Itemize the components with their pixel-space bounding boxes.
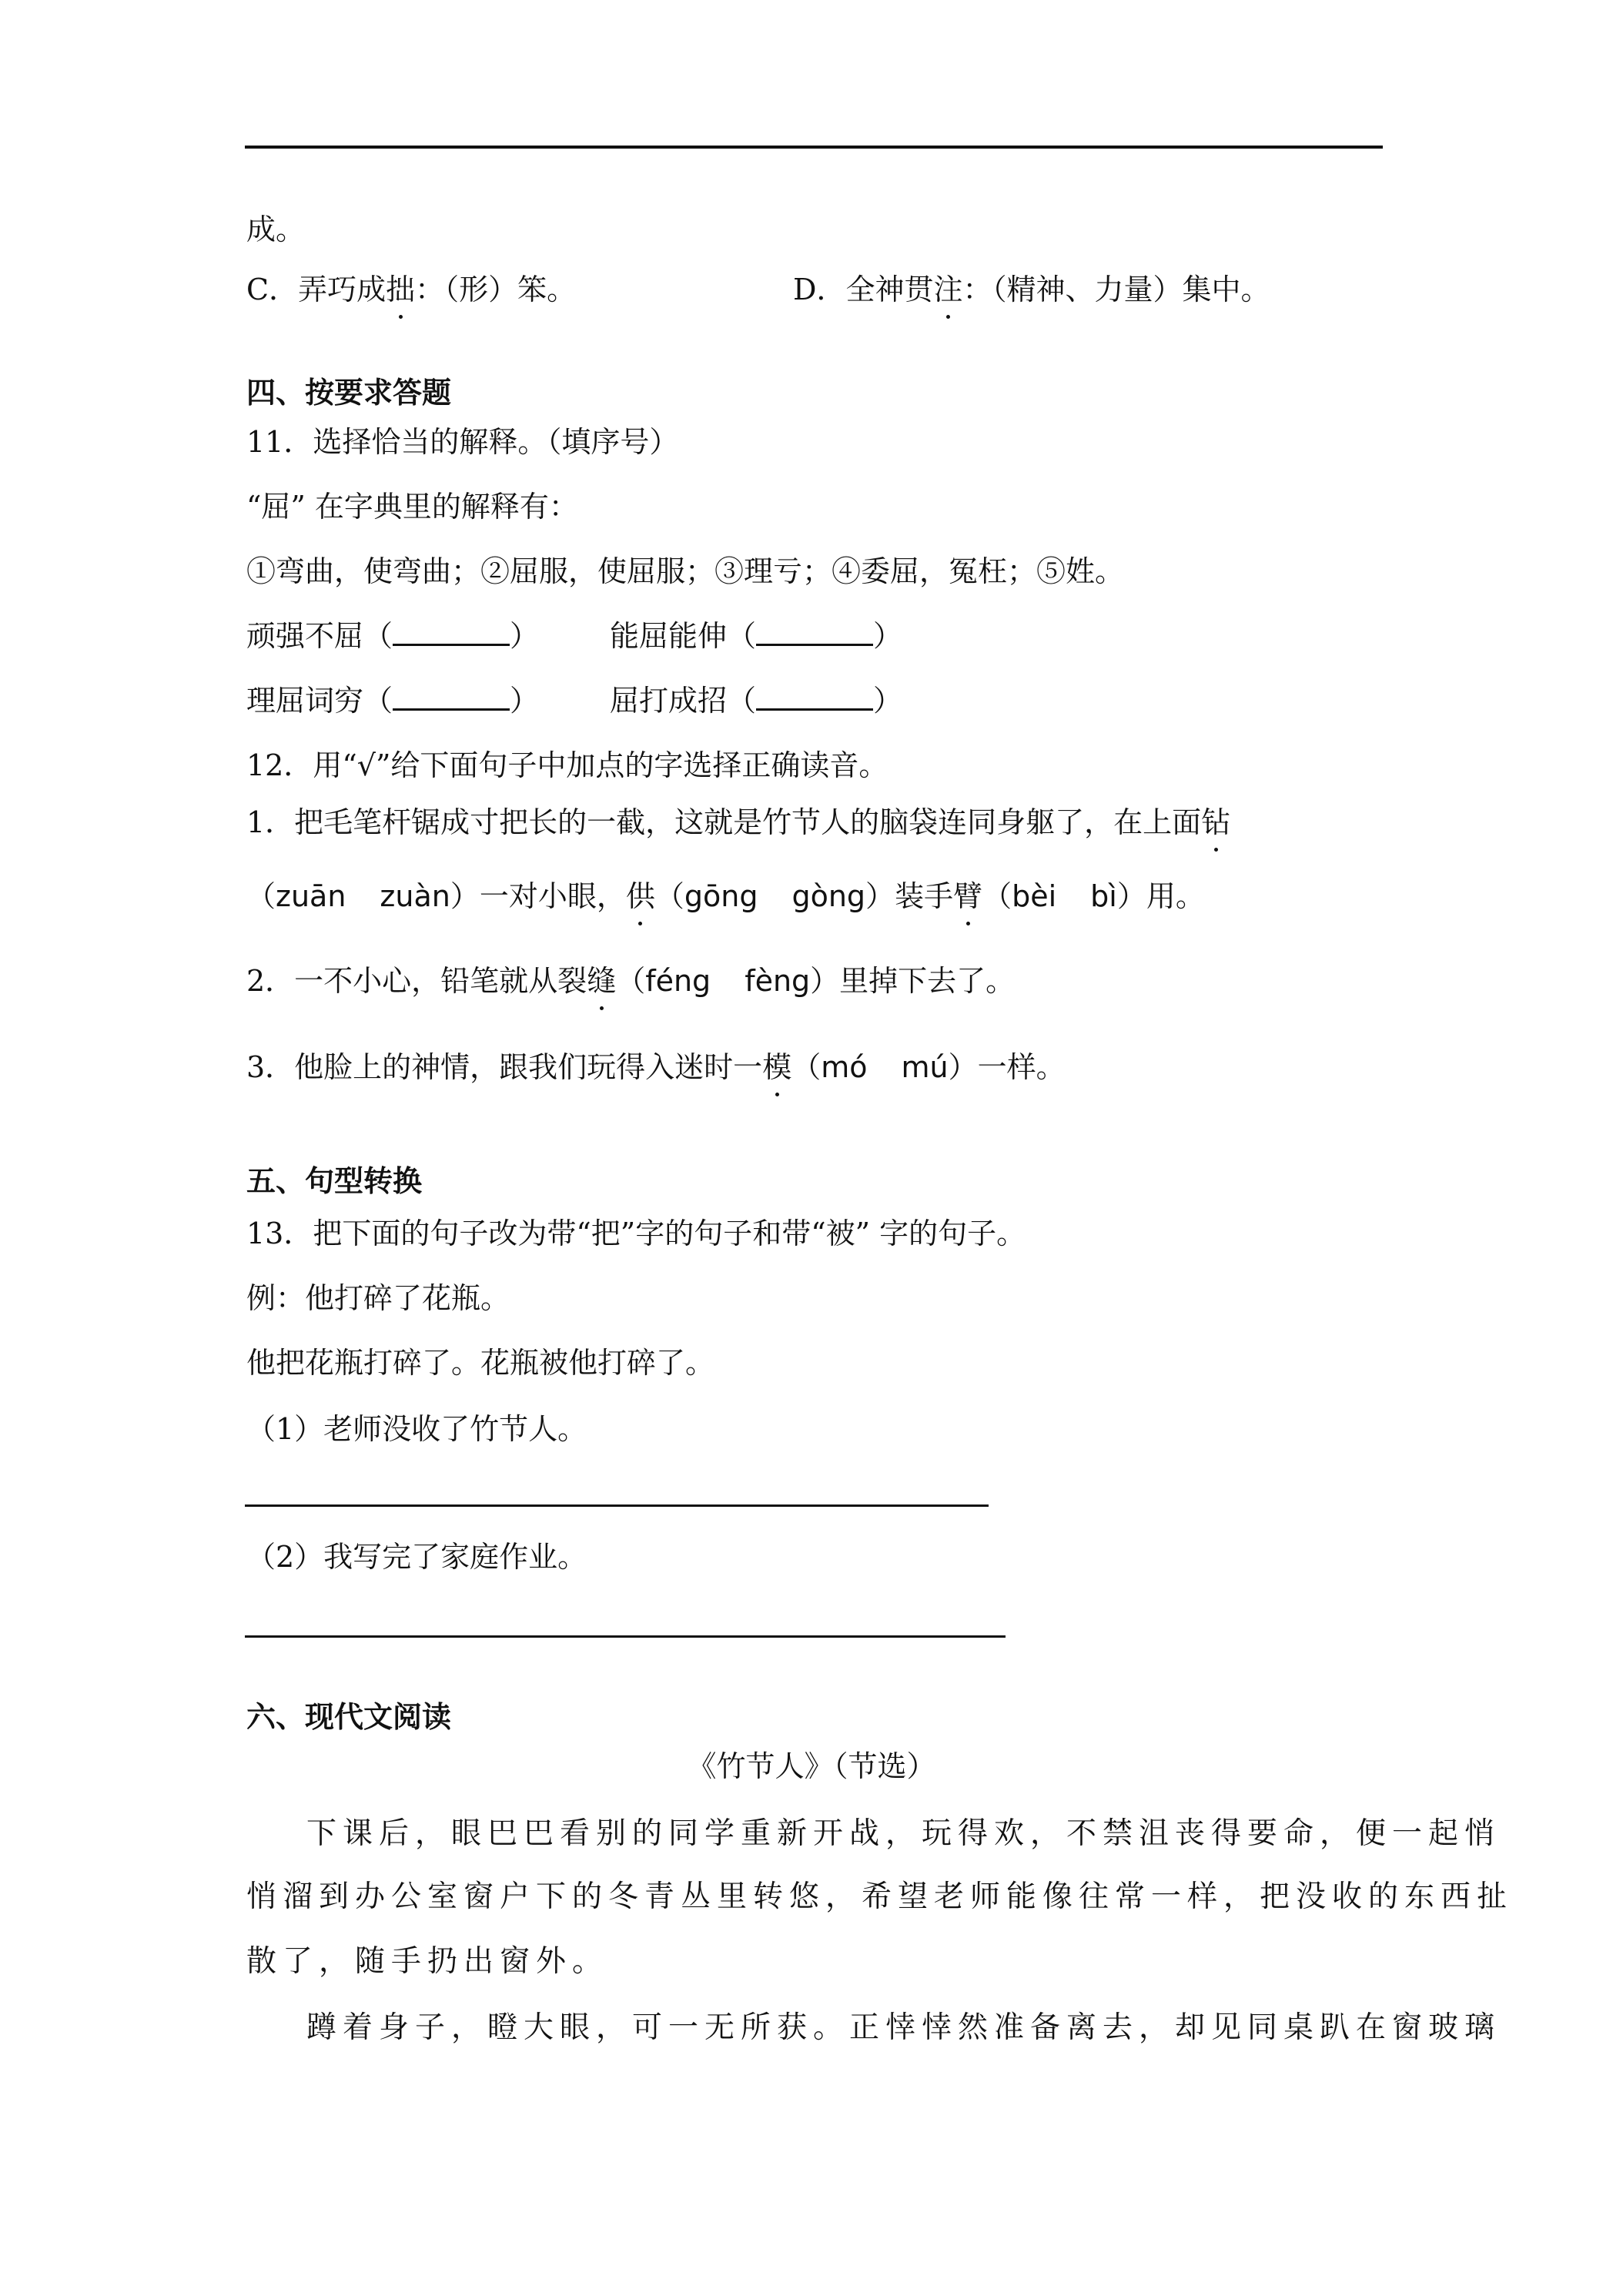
passage-p1-line3: 散了，随手扔出窗外。 [246, 1944, 609, 1979]
q11-intro: “屈” 在字典里的解释有： [246, 490, 578, 524]
pinyin-option[interactable]: mú [901, 1050, 949, 1084]
dotted-char: 模 [762, 1047, 791, 1087]
passage-p1-line2: 悄溜到办公室窗户下的冬青丛里转悠，希望老师能像往常一样，把没收的东西扯 [246, 1879, 1514, 1914]
continued-text: 成。 [246, 213, 306, 246]
q11-row-2: 理屈词穷（ ） [246, 684, 540, 718]
q11-row-2b: 屈打成招（ ） [610, 684, 903, 718]
section-4-title: 四、按要求答题 [246, 375, 452, 410]
dotted-char: 供 [626, 876, 655, 916]
passage-p1-line1: 下课后，眼巴巴看别的同学重新开战，玩得欢，不禁沮丧得要命，便一起悄 [306, 1816, 1501, 1851]
q13-example-answer: 他把花瓶打碎了。花瓶被他打碎了。 [246, 1346, 715, 1380]
dotted-char: 缝 [587, 961, 616, 1001]
pinyin-option[interactable]: zuàn [380, 879, 450, 913]
passage-p2-line1: 蹲着身子，瞪大眼，可一无所获。正悻悻然准备离去，却见同桌趴在窗玻璃 [306, 2010, 1501, 2045]
q12-prompt: 12．用“√”给下面句子中加点的字选择正确读音。 [246, 748, 888, 782]
section-5-title: 五、句型转换 [246, 1163, 423, 1198]
pinyin-option[interactable]: gōng [684, 879, 758, 913]
header-rule [245, 146, 1383, 149]
pinyin-option[interactable]: gòng [791, 879, 866, 913]
q13-item-2: （2）我写完了家庭作业。 [246, 1540, 587, 1574]
q11-meanings: ①弯曲，使弯曲；②屈服，使屈服；③理亏；④委屈，冤枉；⑤姓。 [246, 554, 1125, 588]
answer-line-2[interactable] [245, 1635, 1006, 1638]
answer-blank[interactable] [393, 685, 510, 711]
answer-line-1[interactable] [245, 1504, 989, 1507]
option-d: D．全神贯注：（精神、力量）集中。 [793, 269, 1270, 310]
section-6-title: 六、现代文阅读 [246, 1699, 452, 1734]
q13-example: 例：他打碎了花瓶。 [246, 1281, 510, 1315]
pinyin-option[interactable]: bì [1090, 879, 1117, 913]
q13-item-1: （1）老师没收了竹节人。 [246, 1412, 587, 1446]
q11-row-1: 顽强不屈（ ） [246, 619, 540, 653]
pinyin-option[interactable]: zuān [276, 879, 346, 913]
passage-title: 《竹节人》（节选） [687, 1749, 936, 1783]
dotted-char: 臂 [953, 876, 982, 916]
pinyin-option[interactable]: féng [645, 964, 711, 998]
dotted-char: 拙 [386, 269, 415, 310]
dotted-char: 钻 [1201, 802, 1230, 842]
dotted-char: 注 [933, 269, 962, 310]
option-c: C．弄巧成拙：（形）笨。 [246, 269, 576, 310]
pinyin-option[interactable]: mó [821, 1050, 868, 1084]
q12-sentence-1a: 1．把毛笔杆锯成寸把长的一截，这就是竹节人的脑袋连同身躯了，在上面钻 [246, 802, 1230, 842]
answer-blank[interactable] [393, 621, 510, 646]
q12-sentence-3: 3．他脸上的神情，跟我们玩得入迷时一模（mó mú）一样。 [246, 1047, 1066, 1087]
pinyin-option[interactable]: bèi [1012, 879, 1057, 913]
pinyin-option[interactable]: fèng [745, 964, 811, 998]
answer-blank[interactable] [756, 685, 873, 711]
q13-prompt: 13．把下面的句子改为带“把”字的句子和带“被” 字的句子。 [246, 1217, 1026, 1250]
q12-sentence-2: 2．一不小心，铅笔就从裂缝（féng fèng）里掉下去了。 [246, 961, 1015, 1001]
q12-sentence-1b: （zuān zuàn）一对小眼，供（gōng gòng）装手臂（bèi bì）用。 [246, 876, 1205, 916]
answer-blank[interactable] [756, 621, 873, 646]
q11-prompt: 11．选择恰当的解释。（填序号） [246, 425, 679, 459]
q11-row-1b: 能屈能伸（ ） [610, 619, 903, 653]
